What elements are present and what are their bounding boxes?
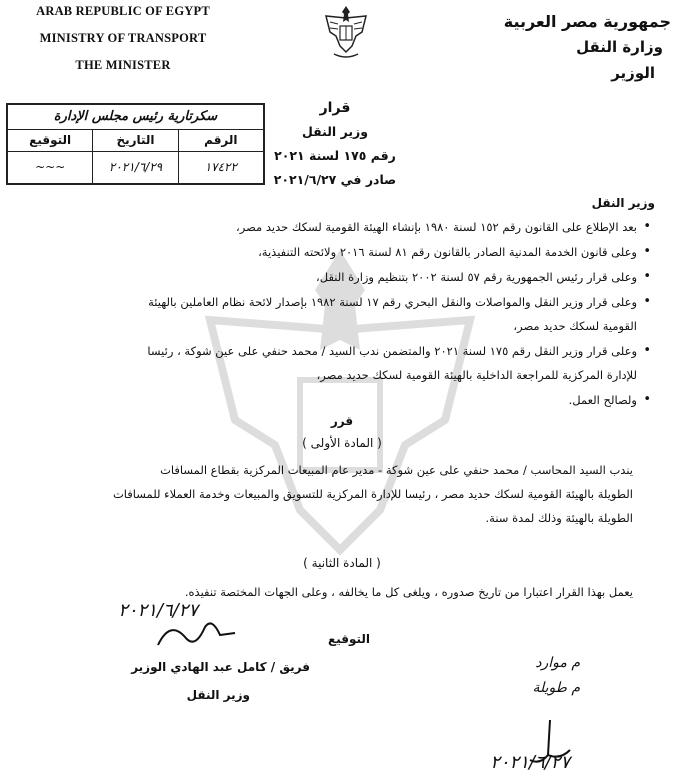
stamp-col-number: الرقم — [178, 129, 263, 151]
recital-4: • وعلى قرار وزير النقل والمواصلات والنقل البحري رقم ١٧ لسنة ١٩٨٢ بإصدار لائحة نظام العاملين بالهيئة — [37, 294, 637, 310]
header-en-country: ARAB REPUBLIC OF EGYPT — [36, 4, 210, 18]
recital-6: • ولصالح العمل. — [37, 392, 637, 408]
recital-2: • وعلى قانون الخدمة المدنية الصادر بالقانون رقم ٨١ لسنة ٢٠١٦ ولائحته التنفيذية، — [37, 244, 637, 260]
header-ar-country: جمهورية مصر العربية — [503, 12, 671, 31]
decree-issued-date: صادر في ٢٠٢١/٦/٢٧ — [273, 172, 397, 187]
article2-text: يعمل بهذا القرار اعتبارا من تاريخ صدوره ، ويلغى كل ما يخالفه ، وعلى الجهات المختصة تنفيذه. — [184, 585, 633, 599]
recital-3: • وعلى قرار رئيس الجمهورية رقم ٥٧ لسنة ٢٠٠٢ بتنظيم وزارة النقل، — [37, 269, 637, 285]
header-en-minister: THE MINISTER — [75, 58, 171, 72]
registry-stamp — [6, 103, 265, 185]
signature-scribble — [150, 615, 240, 660]
header-ar-minister: الوزير — [611, 64, 655, 82]
decided-label: قرر — [330, 414, 354, 428]
article1-line-3: الطويلة بالهيئة وذلك لمدة سنة. — [485, 511, 633, 525]
signature-name: فريق / كامل عبد الهادي الوزير — [131, 660, 310, 674]
recital-1: • بعد الإطلاع على القانون رقم ١٥٢ لسنة ١٩٨٠ بإنشاء الهيئة القومية لسكك حديد مصر، — [37, 219, 637, 235]
decree-issuer: وزير النقل — [301, 124, 369, 139]
signature-title: وزير النقل — [186, 688, 250, 702]
recital-5: • وعلى قرار وزير النقل رقم ١٧٥ لسنة ٢٠٢١ والمتضمن ندب السيد / محمد حنفي على عين شوكة ، رئيسا — [37, 343, 637, 359]
intro-issuer: وزير النقل — [591, 196, 655, 210]
eagle-emblem-icon — [322, 2, 370, 60]
header-en-ministry: MINISTRY OF TRANSPORT — [39, 31, 207, 45]
stamp-col-date: التاريخ — [92, 129, 177, 151]
margin-bottom-date: ٢٠٢١/٦/٢٧ — [490, 752, 570, 773]
stamp-col-signature: التوقيع — [29, 133, 72, 147]
recital-5-continued: للإدارة المركزية للمراجعة الداخلية بالهيئة القومية لسكك حديد مصر، — [316, 368, 637, 382]
decree-number: رقم ١٧٥ لسنة ٢٠٢١ — [274, 148, 396, 163]
article1-heading: ( المادة الأولى ) — [302, 436, 382, 450]
article2-heading: ( المادة الثانية ) — [303, 556, 381, 570]
signature-label: التوقيع — [328, 632, 370, 646]
recital-4-continued: القومية لسكك حديد مصر، — [513, 319, 637, 333]
signature-handwritten-date: ٢٠٢١/٦/٢٧ — [118, 600, 198, 621]
margin-note-1: م موارد — [535, 655, 580, 671]
margin-note-2: م طويلة — [532, 680, 580, 696]
stamp-date-value: ٢٠٢١/٦/٢٩ — [92, 151, 177, 183]
stamp-number-value: ١٧٤٢٢ — [178, 151, 263, 183]
article1-line-2: الطويلة بالهيئة القومية لسكك حديد مصر ، رئيسا للإدارة المركزية للتسويق والمبيعات وخدمة العملاء للمسافات — [112, 487, 633, 501]
stamp-signature-value: ~~~ — [35, 160, 66, 174]
decree-label: قرار — [319, 100, 351, 116]
header-ar-ministry: وزارة النقل — [576, 38, 663, 56]
stamp-title: سكرتارية رئيس مجلس الإدارة — [8, 105, 263, 130]
article1-line-1: يندب السيد المحاسب / محمد حنفي على عين شوكة - مدير عام المبيعات المركزية بقطاع المسافات — [160, 463, 633, 477]
